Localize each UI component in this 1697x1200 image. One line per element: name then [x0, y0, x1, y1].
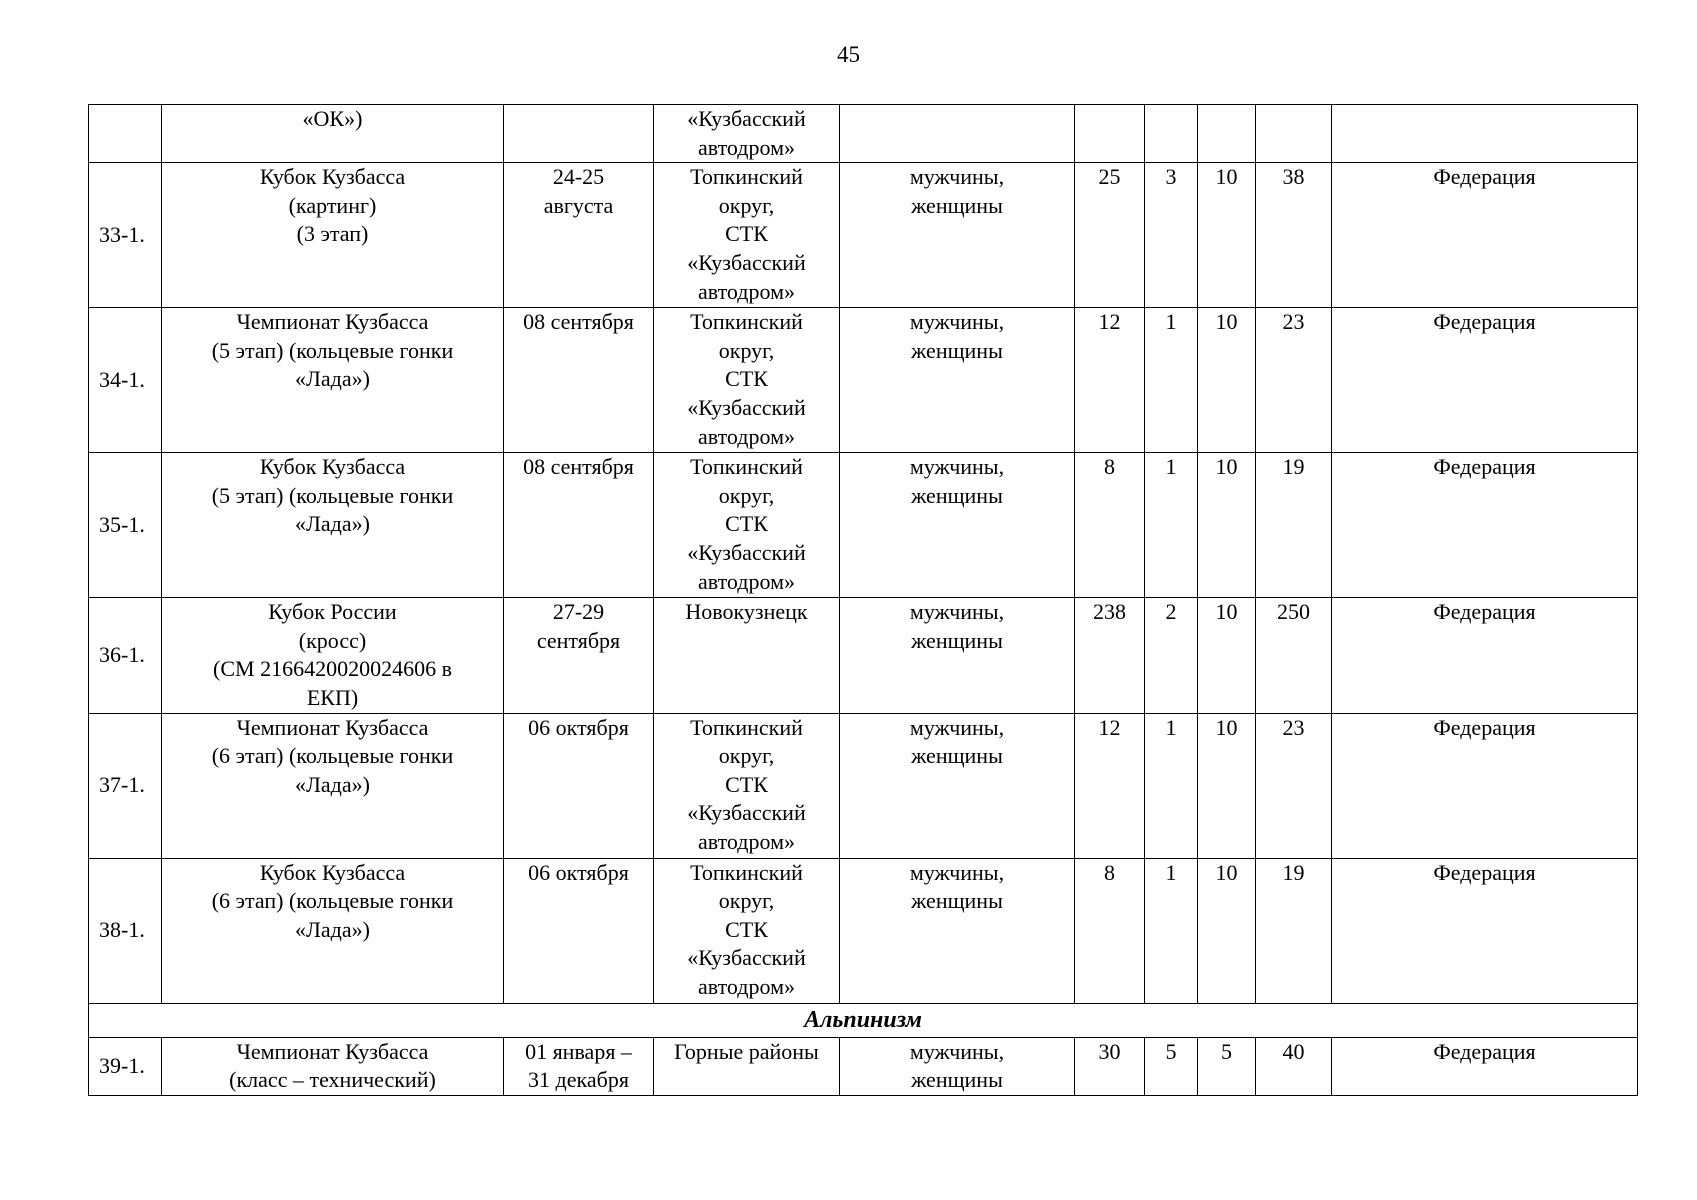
count-cell: [1145, 105, 1198, 163]
event-participants: мужчины, женщины: [840, 1037, 1075, 1095]
event-name: Чемпионат Кузбасса (класс – технический): [162, 1037, 504, 1095]
events-table: [88, 104, 1638, 1096]
total-cell: 38: [1256, 163, 1332, 308]
event-participants: мужчины, женщины: [840, 858, 1075, 1003]
count-cell: 10: [1198, 308, 1256, 453]
total-cell: 250: [1256, 598, 1332, 713]
event-name: Чемпионат Кузбасса (6 этап) (кольцевые гонки «Лада»): [162, 713, 504, 858]
organizer: Федерация: [1332, 1037, 1638, 1095]
event-dates: 08 сентября: [504, 453, 654, 598]
row-number: 36-1.: [89, 598, 162, 713]
event-dates: 01 января – 31 декабря: [504, 1037, 654, 1095]
organizer: Федерация: [1332, 858, 1638, 1003]
event-participants: мужчины, женщины: [840, 713, 1075, 858]
table-row: [89, 105, 1638, 163]
table-row: [89, 1037, 1638, 1095]
total-cell: [1256, 105, 1332, 163]
count-cell: 5: [1145, 1037, 1198, 1095]
event-dates: 08 сентября: [504, 308, 654, 453]
count-cell: 1: [1145, 453, 1198, 598]
count-cell: 2: [1145, 598, 1198, 713]
row-number: [89, 105, 162, 163]
table-row: [89, 163, 1638, 308]
event-place: Топкинский округ, СТК «Кузбасский автодром»: [654, 453, 840, 598]
total-cell: 40: [1256, 1037, 1332, 1095]
section-title: Альпинизм: [89, 1003, 1638, 1037]
count-cell: 10: [1198, 858, 1256, 1003]
row-number: 34-1.: [89, 308, 162, 453]
row-number: 37-1.: [89, 713, 162, 858]
organizer: [1332, 105, 1638, 163]
event-place: Топкинский округ, СТК «Кузбасский автодром»: [654, 713, 840, 858]
event-place: «Кузбасский автодром»: [654, 105, 840, 163]
table-row: [89, 308, 1638, 453]
event-place: Топкинский округ, СТК «Кузбасский автодром»: [654, 308, 840, 453]
organizer: Федерация: [1332, 163, 1638, 308]
event-name: Кубок Кузбасса (6 этап) (кольцевые гонки «Лада»): [162, 858, 504, 1003]
event-name: Кубок России (кросс) (СМ 2166420020024606 в ЕКП): [162, 598, 504, 713]
count-cell: 1: [1145, 713, 1198, 858]
event-dates: 06 октября: [504, 858, 654, 1003]
count-cell: 12: [1075, 308, 1145, 453]
event-name: Кубок Кузбасса (картинг) (3 этап): [162, 163, 504, 308]
total-cell: 23: [1256, 308, 1332, 453]
event-name: «ОК»): [162, 105, 504, 163]
count-cell: 25: [1075, 163, 1145, 308]
event-name: Чемпионат Кузбасса (5 этап) (кольцевые гонки «Лада»): [162, 308, 504, 453]
row-number: 35-1.: [89, 453, 162, 598]
count-cell: 10: [1198, 163, 1256, 308]
table-row: [89, 858, 1638, 1003]
count-cell: 10: [1198, 713, 1256, 858]
event-dates: 24-25 августа: [504, 163, 654, 308]
event-place: Топкинский округ, СТК «Кузбасский автодром»: [654, 858, 840, 1003]
event-dates: 06 октября: [504, 713, 654, 858]
count-cell: 8: [1075, 858, 1145, 1003]
event-place: Новокузнецк: [654, 598, 840, 713]
event-participants: мужчины, женщины: [840, 598, 1075, 713]
count-cell: 30: [1075, 1037, 1145, 1095]
table-row: [89, 453, 1638, 598]
total-cell: 19: [1256, 453, 1332, 598]
count-cell: 1: [1145, 858, 1198, 1003]
page-number: 45: [837, 42, 860, 67]
event-participants: [840, 105, 1075, 163]
event-dates: [504, 105, 654, 163]
count-cell: 3: [1145, 163, 1198, 308]
total-cell: 23: [1256, 713, 1332, 858]
count-cell: 10: [1198, 453, 1256, 598]
event-participants: мужчины, женщины: [840, 163, 1075, 308]
count-cell: [1198, 105, 1256, 163]
event-place: Горные районы: [654, 1037, 840, 1095]
row-number: 38-1.: [89, 858, 162, 1003]
event-participants: мужчины, женщины: [840, 308, 1075, 453]
organizer: Федерация: [1332, 308, 1638, 453]
event-dates: 27-29 сентября: [504, 598, 654, 713]
organizer: Федерация: [1332, 598, 1638, 713]
event-participants: мужчины, женщины: [840, 453, 1075, 598]
event-name: Кубок Кузбасса (5 этап) (кольцевые гонки «Лада»): [162, 453, 504, 598]
row-number: 39-1.: [89, 1037, 162, 1095]
total-cell: 19: [1256, 858, 1332, 1003]
row-number: 33-1.: [89, 163, 162, 308]
count-cell: 1: [1145, 308, 1198, 453]
count-cell: 5: [1198, 1037, 1256, 1095]
table-row: [89, 598, 1638, 713]
count-cell: 8: [1075, 453, 1145, 598]
organizer: Федерация: [1332, 713, 1638, 858]
section-row: [89, 1003, 1638, 1037]
table-row: [89, 713, 1638, 858]
event-place: Топкинский округ, СТК «Кузбасский автодром»: [654, 163, 840, 308]
organizer: Федерация: [1332, 453, 1638, 598]
count-cell: [1075, 105, 1145, 163]
count-cell: 238: [1075, 598, 1145, 713]
count-cell: 12: [1075, 713, 1145, 858]
count-cell: 10: [1198, 598, 1256, 713]
